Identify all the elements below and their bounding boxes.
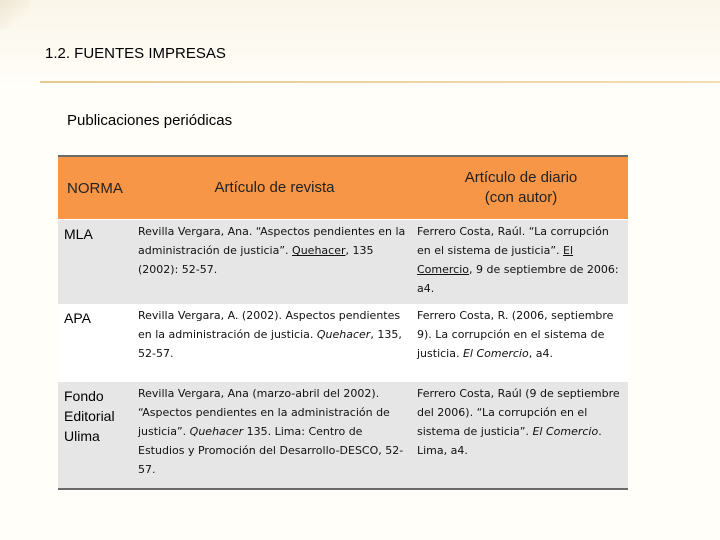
header-norma: NORMA [58,156,135,220]
ulima-revista-post: 135. Lima: Centro de Estudios y Promoción del Desarrollo-DESCO, 52-57. [138,425,404,476]
row-norma-ulima [58,382,135,489]
header-diario-line1: Artículo de diario [464,169,578,186]
mla-diario-pre: Ferrero Costa, Raúl. “La corrupción en el sistema de justicia”. [417,225,609,257]
title-rule [40,81,720,83]
row-norma-mla: MLA [58,220,135,305]
header-diario [414,156,628,220]
table-row [58,220,628,305]
mla-revista-title: Quehacer [292,244,346,257]
ulima-diario-title: El Comercio [532,425,599,438]
header-revista: Artículo de revista [135,156,414,220]
ulima-diario-pre: Ferrero Costa, Raúl (9 de septiembre del 2006). “La corrupción en el sistema de justicia”. [417,387,620,438]
apa-revista-title: Quehacer [316,328,371,341]
mla-diario-title: El Comercio [417,244,574,276]
mla-revista-cell [135,220,414,305]
header-diario-line2: (con autor) [484,189,558,206]
table-row [58,304,628,382]
ulima-diario-post: . Lima, a4. [417,425,602,457]
ulima-line1: Fondo [64,388,104,404]
apa-diario-post: , a4. [528,347,553,360]
row-norma-apa: APA [58,304,135,382]
mla-diario-post: , 9 de septiembre de 2006: a4. [417,263,619,295]
mla-revista-pre: Revilla Vergara, Ana. “Aspectos pendientes en la administración de justicia”. [138,225,406,257]
apa-diario-title: El Comercio [462,347,529,360]
ulima-revista-cell [135,382,414,489]
subtitle: Publicaciones periódicas [67,112,233,129]
corner-decoration [0,0,30,30]
ulima-revista-title: Quehacer [189,425,244,438]
table-header-row [58,156,628,220]
ulima-line2: Editorial [64,408,115,424]
mla-diario-cell [414,220,628,305]
apa-diario-pre: Ferrero Costa, R. (2006, septiembre 9). La corrupción en el sistema de justicia. [417,309,614,360]
apa-revista-post: , 135, 52-57. [138,328,402,360]
ulima-line3: Ulima [64,428,100,444]
ulima-diario-cell [414,382,628,489]
mla-revista-post: , 135 (2002): 52-57. [138,244,374,276]
table-row [58,382,628,489]
apa-revista-pre: Revilla Vergara, A. (2002). Aspectos pendientes en la administración de justicia. [138,309,401,341]
section-title: 1.2. FUENTES IMPRESAS [45,45,226,62]
apa-revista-cell [135,304,414,382]
apa-diario-cell [414,304,628,382]
ulima-revista-pre: Revilla Vergara, Ana (marzo-abril del 2002). “Aspectos pendientes en la administración de justicia”. [138,387,390,438]
citation-table [58,155,628,490]
